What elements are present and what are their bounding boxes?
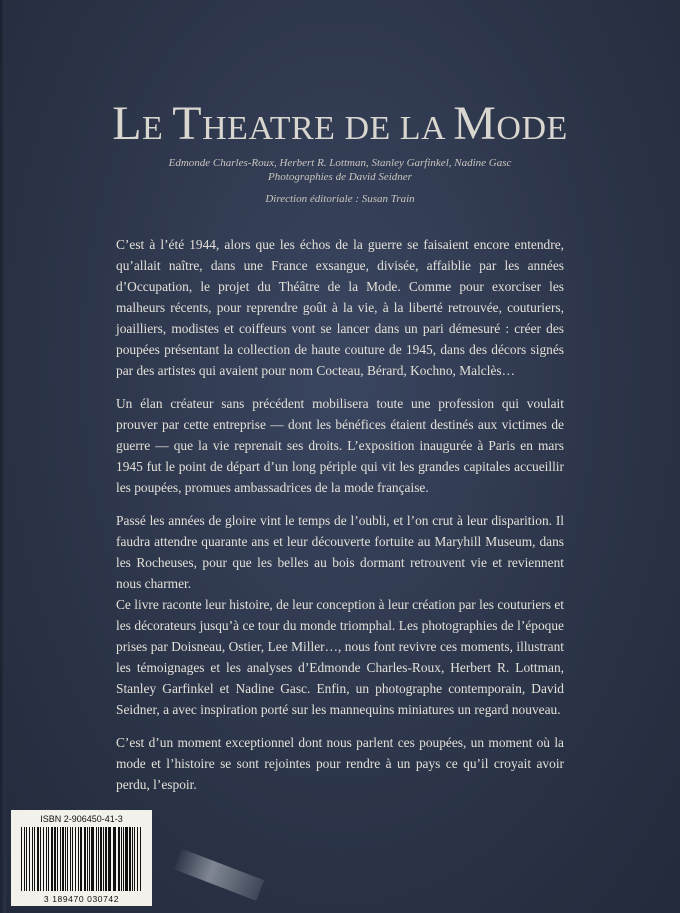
barcode-bar	[140, 827, 141, 891]
barcode-bar	[89, 827, 90, 891]
title-letters: HEATRE	[202, 110, 336, 147]
barcode-bar	[21, 827, 22, 891]
barcode-label	[11, 810, 152, 906]
blurb-paragraph: Un élan créateur sans précédent mobilisera toute une profession qui voulait prouver par cette entreprise — dont les bénéfices étaient destinés aux victimes de guerre — que la vie reprenait ses droits. L’exposition inaugurée à Paris en mars 1945 fut le point de départ d’un long périple qui vit les grandes capitales accueillir les poupées, promues ambassadrices de la mode française.	[116, 396, 564, 495]
blurb-paragraph: C’est à l’été 1944, alors que les échos de la guerre se faisaient encore entendre, qu’allait naître, dans une France exsangue, divisée, affaiblie par les années d’Occupation, le projet du Théâtre de la Mode. Comme pour exorciser les malheurs récents, pour reprendre goût à la vie, à la liberté retrouvée, couturiers, joailliers, modistes et coiffeurs vont se lancer dans un pari démesuré : créer des poupées présentant la collection de haute couture de 1945, dans des décors signés par des artistes qui avaient pour nom Cocteau, Bérard, Kochno, Malclès…	[116, 237, 564, 378]
barcode-bar	[134, 827, 135, 891]
barcode-bar	[132, 827, 133, 891]
barcode-bar	[72, 827, 73, 891]
barcode-bar	[98, 827, 99, 891]
barcode-bar	[103, 827, 104, 891]
barcode-bar	[84, 827, 86, 891]
barcode-bar	[125, 827, 128, 891]
title-word: DE	[344, 110, 391, 147]
barcode-bar	[51, 827, 53, 891]
barcode-bar	[129, 827, 131, 891]
barcode-bar	[80, 827, 82, 891]
barcode-bar	[46, 827, 47, 891]
blurb	[116, 234, 564, 807]
barcode-bar	[65, 827, 66, 891]
barcode-bar	[100, 827, 102, 891]
barcode-digits: 3 189470 030742	[43, 894, 120, 904]
barcode-bar	[40, 827, 41, 891]
isbn-number: ISBN 2-906450-41-3	[40, 814, 123, 824]
barcode-bar	[75, 827, 76, 891]
barcode-bar	[87, 827, 88, 891]
barcode-bar	[34, 827, 35, 891]
barcode-bar	[32, 827, 33, 891]
barcode-bar	[105, 827, 107, 891]
blurb-paragraph: C’est d’un moment exceptionnel dont nous parlent ces poupées, un moment où la mode et l’histoire se sont rejointes pour rendre à un pays ce qu’il croyait avoir perdu, l’espoir.	[116, 735, 564, 792]
barcode-bar	[113, 827, 116, 891]
title-letters: ODE	[496, 110, 568, 147]
barcode-bar	[70, 827, 71, 891]
blurb-paragraph: Ce livre raconte leur histoire, de leur conception à leur création par les couturiers et les décorateurs jusqu’à ce tour du monde triomphal. Les photographies de l’époque prises par Doisneau, Ostier, Lee Miller…, nous font revivre ces moments, illustrant les témoignages et les analyses d’Edmonde Charles-Roux, Herbert R. Lottman, Stanley Garfinkel et Nadine Gasc. Enfin, un photographe contemporain, David Seidner, a avec inspiration porté sur les mannequins miniatures un regard nouveau.	[116, 597, 564, 717]
barcode-bar	[48, 827, 49, 891]
barcode-bar	[24, 827, 25, 891]
barcode-bar	[78, 827, 79, 891]
barcode-bar	[26, 827, 27, 891]
blurb-paragraph: Passé les années de gloire vint le temps de l’oubli, et l’on crut à leur disparition. Il faudra attendre quarante ans et leur découverte fortuite au Maryhill Museum, dans les Rocheuses, pour que les belles au bois dormant retrouvent vie et reviennent nous charmer.	[116, 513, 564, 591]
barcode-bar	[29, 827, 30, 891]
barcode-bar	[96, 827, 97, 891]
barcode-bar	[91, 827, 94, 891]
photographer-credit: Photographies de David Seidner	[268, 171, 412, 183]
authors-credit: Edmonde Charles-Roux, Herbert R. Lottman, Stanley Garfinkel, Nadine Gasc	[168, 157, 512, 169]
title-word: LA	[399, 110, 445, 147]
book-title	[0, 96, 680, 151]
barcode-bar	[37, 827, 39, 891]
barcode-bar	[67, 827, 68, 891]
title-letter: L	[112, 97, 143, 150]
barcode-bar	[62, 827, 64, 891]
title-letters: E	[142, 110, 164, 147]
barcode-icon	[19, 827, 145, 891]
barcode-bar	[118, 827, 120, 891]
title-letter: T	[172, 97, 203, 150]
barcode-bar	[60, 827, 61, 891]
barcode-bar	[121, 827, 122, 891]
title-letter: M	[453, 97, 497, 150]
barcode-bar	[123, 827, 124, 891]
barcode-bar	[54, 827, 56, 891]
light-reflection	[174, 849, 264, 901]
barcode-bar	[137, 827, 138, 891]
barcode-bar	[108, 827, 111, 891]
barcode-bar	[57, 827, 58, 891]
editorial-direction-credit: Direction éditoriale : Susan Train	[265, 193, 415, 205]
barcode-bar	[43, 827, 44, 891]
